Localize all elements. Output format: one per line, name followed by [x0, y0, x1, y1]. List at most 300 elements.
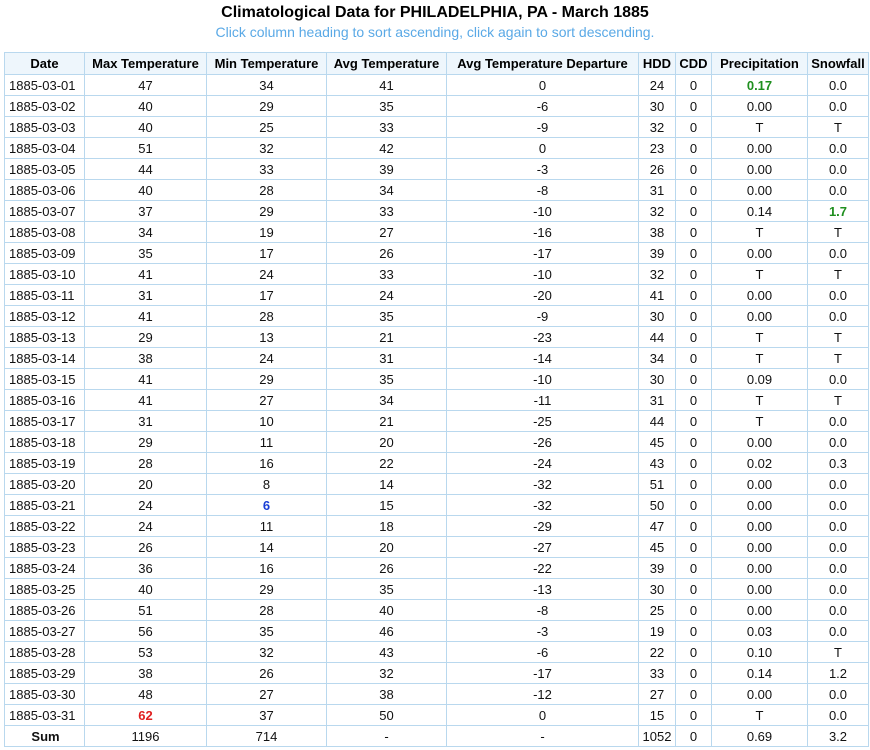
cdd-cell: 0 — [676, 159, 712, 180]
avg-temperature-departure-cell: 0 — [447, 705, 639, 726]
avg-temperature-departure-cell: -23 — [447, 327, 639, 348]
min-temperature-cell: 6 — [207, 495, 327, 516]
table-row — [5, 75, 869, 96]
avg-temperature-cell: 43 — [327, 642, 447, 663]
table-row — [5, 159, 869, 180]
avg-temperature-departure-cell: -11 — [447, 390, 639, 411]
header-row — [5, 53, 869, 75]
table-row — [5, 285, 869, 306]
cdd-cell: 0 — [676, 327, 712, 348]
max-temperature-cell: 31 — [85, 411, 207, 432]
min-temperature-cell: 32 — [207, 642, 327, 663]
cdd-cell: 0 — [676, 180, 712, 201]
snowfall-cell: 0.0 — [808, 579, 869, 600]
snowfall-cell: T — [808, 264, 869, 285]
table-row — [5, 432, 869, 453]
avg-temperature-departure-cell: -8 — [447, 180, 639, 201]
table-row — [5, 705, 869, 726]
max-temperature-cell: 36 — [85, 558, 207, 579]
avg-temperature-departure-cell: -10 — [447, 264, 639, 285]
cdd-cell: 0 — [676, 474, 712, 495]
cdd-cell: 0 — [676, 243, 712, 264]
avg-temperature-departure-cell: -20 — [447, 285, 639, 306]
snowfall-cell: 0.0 — [808, 96, 869, 117]
precipitation-cell: 0.00 — [712, 558, 808, 579]
cdd-cell: 0 — [676, 117, 712, 138]
date-cell: 1885-03-08 — [5, 222, 85, 243]
max-temperature-cell: 48 — [85, 684, 207, 705]
column-header-precipitation[interactable]: Precipitation — [712, 53, 808, 75]
snowfall-cell: 0.0 — [808, 285, 869, 306]
date-cell: 1885-03-03 — [5, 117, 85, 138]
date-cell: 1885-03-22 — [5, 516, 85, 537]
min-temperature-cell: 28 — [207, 180, 327, 201]
hdd-cell: 30 — [639, 579, 676, 600]
avg-temperature-departure-cell: -13 — [447, 579, 639, 600]
cdd-cell: 0 — [676, 201, 712, 222]
table-row — [5, 600, 869, 621]
min-temperature-cell: 35 — [207, 621, 327, 642]
date-cell: 1885-03-26 — [5, 600, 85, 621]
column-header-hdd[interactable]: HDD — [639, 53, 676, 75]
min-temperature-cell: 27 — [207, 390, 327, 411]
hdd-cell: 38 — [639, 222, 676, 243]
snowfall-cell: T — [808, 222, 869, 243]
hdd-cell: 30 — [639, 96, 676, 117]
precipitation-cell: 0.00 — [712, 537, 808, 558]
precipitation-cell: T — [712, 348, 808, 369]
max-temperature-cell: 31 — [85, 285, 207, 306]
table-row — [5, 537, 869, 558]
snowfall-cell: T — [808, 348, 869, 369]
avg-temperature-cell: 14 — [327, 474, 447, 495]
min-temperature-cell: 34 — [207, 75, 327, 96]
precipitation-cell: 0.00 — [712, 684, 808, 705]
table-row — [5, 474, 869, 495]
snowfall-cell: 0.0 — [808, 180, 869, 201]
sum-cdd: 0 — [676, 726, 712, 747]
avg-temperature-departure-cell: 0 — [447, 138, 639, 159]
hdd-cell: 32 — [639, 201, 676, 222]
min-temperature-cell: 24 — [207, 348, 327, 369]
cdd-cell: 0 — [676, 495, 712, 516]
sum-max-temperature: 1196 — [85, 726, 207, 747]
date-cell: 1885-03-25 — [5, 579, 85, 600]
date-cell: 1885-03-05 — [5, 159, 85, 180]
min-temperature-cell: 14 — [207, 537, 327, 558]
avg-temperature-cell: 20 — [327, 537, 447, 558]
table-row — [5, 180, 869, 201]
precipitation-cell: 0.02 — [712, 453, 808, 474]
avg-temperature-departure-cell: -3 — [447, 621, 639, 642]
cdd-cell: 0 — [676, 432, 712, 453]
table-row — [5, 96, 869, 117]
avg-temperature-cell: 33 — [327, 201, 447, 222]
date-cell: 1885-03-06 — [5, 180, 85, 201]
avg-temperature-cell: 35 — [327, 96, 447, 117]
precipitation-cell: 0.00 — [712, 495, 808, 516]
min-temperature-cell: 29 — [207, 201, 327, 222]
avg-temperature-cell: 32 — [327, 663, 447, 684]
date-cell: 1885-03-13 — [5, 327, 85, 348]
max-temperature-cell: 38 — [85, 348, 207, 369]
date-cell: 1885-03-01 — [5, 75, 85, 96]
avg-temperature-cell: 35 — [327, 369, 447, 390]
min-temperature-cell: 13 — [207, 327, 327, 348]
table-row — [5, 243, 869, 264]
date-cell: 1885-03-10 — [5, 264, 85, 285]
cdd-cell: 0 — [676, 348, 712, 369]
snowfall-cell: 0.3 — [808, 453, 869, 474]
table-row — [5, 516, 869, 537]
hdd-cell: 39 — [639, 243, 676, 264]
precipitation-cell: 0.03 — [712, 621, 808, 642]
avg-temperature-cell: 33 — [327, 117, 447, 138]
avg-temperature-cell: 22 — [327, 453, 447, 474]
avg-temperature-cell: 40 — [327, 600, 447, 621]
date-cell: 1885-03-20 — [5, 474, 85, 495]
avg-temperature-cell: 20 — [327, 432, 447, 453]
precipitation-cell: T — [712, 264, 808, 285]
precipitation-cell: 0.14 — [712, 201, 808, 222]
avg-temperature-cell: 42 — [327, 138, 447, 159]
avg-temperature-departure-cell: -27 — [447, 537, 639, 558]
avg-temperature-departure-cell: -32 — [447, 495, 639, 516]
hdd-cell: 32 — [639, 264, 676, 285]
hdd-cell: 44 — [639, 411, 676, 432]
table-row — [5, 558, 869, 579]
hdd-cell: 45 — [639, 537, 676, 558]
cdd-cell: 0 — [676, 264, 712, 285]
min-temperature-cell: 28 — [207, 600, 327, 621]
snowfall-cell: 0.0 — [808, 474, 869, 495]
max-temperature-cell: 51 — [85, 138, 207, 159]
max-temperature-cell: 29 — [85, 432, 207, 453]
avg-temperature-departure-cell: -10 — [447, 369, 639, 390]
min-temperature-cell: 19 — [207, 222, 327, 243]
min-temperature-cell: 27 — [207, 684, 327, 705]
min-temperature-cell: 29 — [207, 96, 327, 117]
table-row — [5, 327, 869, 348]
max-temperature-cell: 47 — [85, 75, 207, 96]
cdd-cell: 0 — [676, 453, 712, 474]
min-temperature-cell: 25 — [207, 117, 327, 138]
max-temperature-cell: 20 — [85, 474, 207, 495]
column-header-snowfall[interactable]: Snowfall — [808, 53, 869, 75]
avg-temperature-departure-cell: -26 — [447, 432, 639, 453]
hdd-cell: 34 — [639, 348, 676, 369]
max-temperature-cell: 41 — [85, 264, 207, 285]
table-row — [5, 579, 869, 600]
column-header-avg-temperature-departure[interactable]: Avg Temperature Departure — [447, 53, 639, 75]
avg-temperature-cell: 26 — [327, 243, 447, 264]
snowfall-cell: 0.0 — [808, 600, 869, 621]
avg-temperature-cell: 46 — [327, 621, 447, 642]
precipitation-cell: 0.00 — [712, 285, 808, 306]
avg-temperature-departure-cell: -12 — [447, 684, 639, 705]
date-cell: 1885-03-23 — [5, 537, 85, 558]
snowfall-cell: 0.0 — [808, 558, 869, 579]
avg-temperature-cell: 21 — [327, 327, 447, 348]
sort-instructions: Click column heading to sort ascending, click again to sort descending. — [215, 24, 655, 40]
snowfall-cell: 0.0 — [808, 306, 869, 327]
snowfall-cell: 1.2 — [808, 663, 869, 684]
avg-temperature-cell: 39 — [327, 159, 447, 180]
hdd-cell: 47 — [639, 516, 676, 537]
hdd-cell: 31 — [639, 390, 676, 411]
hdd-cell: 50 — [639, 495, 676, 516]
avg-temperature-departure-cell: -14 — [447, 348, 639, 369]
hdd-cell: 19 — [639, 621, 676, 642]
max-temperature-cell: 40 — [85, 96, 207, 117]
avg-temperature-departure-cell: 0 — [447, 75, 639, 96]
precipitation-cell: T — [712, 390, 808, 411]
min-temperature-cell: 10 — [207, 411, 327, 432]
avg-temperature-cell: 34 — [327, 390, 447, 411]
table-row — [5, 411, 869, 432]
avg-temperature-cell: 38 — [327, 684, 447, 705]
column-header-date[interactable]: Date — [5, 53, 85, 75]
precipitation-cell: 0.00 — [712, 432, 808, 453]
snowfall-cell: T — [808, 390, 869, 411]
hdd-cell: 25 — [639, 600, 676, 621]
column-header-cdd[interactable]: CDD — [676, 53, 712, 75]
min-temperature-cell: 29 — [207, 579, 327, 600]
avg-temperature-cell: 24 — [327, 285, 447, 306]
snowfall-cell: 0.0 — [808, 432, 869, 453]
hdd-cell: 23 — [639, 138, 676, 159]
snowfall-cell: 0.0 — [808, 159, 869, 180]
min-temperature-cell: 16 — [207, 558, 327, 579]
snowfall-cell: 0.0 — [808, 495, 869, 516]
cdd-cell: 0 — [676, 390, 712, 411]
cdd-cell: 0 — [676, 369, 712, 390]
snowfall-cell: 0.0 — [808, 75, 869, 96]
cdd-cell: 0 — [676, 96, 712, 117]
avg-temperature-departure-cell: -24 — [447, 453, 639, 474]
date-cell: 1885-03-29 — [5, 663, 85, 684]
hdd-cell: 51 — [639, 474, 676, 495]
min-temperature-cell: 33 — [207, 159, 327, 180]
avg-temperature-cell: 33 — [327, 264, 447, 285]
min-temperature-cell: 8 — [207, 474, 327, 495]
snowfall-cell: 0.0 — [808, 705, 869, 726]
cdd-cell: 0 — [676, 579, 712, 600]
table-row — [5, 138, 869, 159]
avg-temperature-cell: 34 — [327, 180, 447, 201]
sum-snowfall: 3.2 — [808, 726, 869, 747]
snowfall-cell: 0.0 — [808, 621, 869, 642]
avg-temperature-cell: 18 — [327, 516, 447, 537]
hdd-cell: 41 — [639, 285, 676, 306]
snowfall-cell: 0.0 — [808, 411, 869, 432]
max-temperature-cell: 28 — [85, 453, 207, 474]
table-row — [5, 369, 869, 390]
max-temperature-cell: 24 — [85, 516, 207, 537]
date-cell: 1885-03-14 — [5, 348, 85, 369]
hdd-cell: 26 — [639, 159, 676, 180]
page-title: Climatological Data for PHILADELPHIA, PA - March 1885 — [221, 4, 649, 21]
avg-temperature-cell: 27 — [327, 222, 447, 243]
max-temperature-cell: 26 — [85, 537, 207, 558]
date-cell: 1885-03-28 — [5, 642, 85, 663]
table-body — [5, 75, 869, 726]
max-temperature-cell: 40 — [85, 180, 207, 201]
avg-temperature-departure-cell: -6 — [447, 96, 639, 117]
table-row — [5, 663, 869, 684]
cdd-cell: 0 — [676, 138, 712, 159]
table-row — [5, 264, 869, 285]
precipitation-cell: 0.00 — [712, 579, 808, 600]
hdd-cell: 27 — [639, 684, 676, 705]
cdd-cell: 0 — [676, 663, 712, 684]
max-temperature-cell: 38 — [85, 663, 207, 684]
cdd-cell: 0 — [676, 558, 712, 579]
max-temperature-cell: 24 — [85, 495, 207, 516]
hdd-cell: 33 — [639, 663, 676, 684]
avg-temperature-departure-cell: -16 — [447, 222, 639, 243]
min-temperature-cell: 24 — [207, 264, 327, 285]
avg-temperature-departure-cell: -10 — [447, 201, 639, 222]
avg-temperature-cell: 50 — [327, 705, 447, 726]
precipitation-cell: T — [712, 327, 808, 348]
snowfall-cell: T — [808, 117, 869, 138]
avg-temperature-departure-cell: -32 — [447, 474, 639, 495]
min-temperature-cell: 29 — [207, 369, 327, 390]
avg-temperature-departure-cell: -6 — [447, 642, 639, 663]
table-row — [5, 453, 869, 474]
cdd-cell: 0 — [676, 600, 712, 621]
avg-temperature-cell: 21 — [327, 411, 447, 432]
cdd-cell: 0 — [676, 75, 712, 96]
avg-temperature-departure-cell: -25 — [447, 411, 639, 432]
avg-temperature-cell: 26 — [327, 558, 447, 579]
date-cell: 1885-03-21 — [5, 495, 85, 516]
avg-temperature-departure-cell: -22 — [447, 558, 639, 579]
hdd-cell: 15 — [639, 705, 676, 726]
precipitation-cell: 0.00 — [712, 96, 808, 117]
table-row — [5, 684, 869, 705]
avg-temperature-departure-cell: -17 — [447, 663, 639, 684]
hdd-cell: 24 — [639, 75, 676, 96]
precipitation-cell: T — [712, 222, 808, 243]
snowfall-cell: 0.0 — [808, 537, 869, 558]
avg-temperature-departure-cell: -29 — [447, 516, 639, 537]
column-header-max-temperature[interactable]: Max Temperature — [85, 53, 207, 75]
max-temperature-cell: 35 — [85, 243, 207, 264]
hdd-cell: 43 — [639, 453, 676, 474]
snowfall-cell: 0.0 — [808, 516, 869, 537]
max-temperature-cell: 56 — [85, 621, 207, 642]
min-temperature-cell: 17 — [207, 285, 327, 306]
precipitation-cell: 0.00 — [712, 159, 808, 180]
max-temperature-cell: 51 — [85, 600, 207, 621]
cdd-cell: 0 — [676, 642, 712, 663]
date-cell: 1885-03-04 — [5, 138, 85, 159]
date-cell: 1885-03-27 — [5, 621, 85, 642]
table-row — [5, 642, 869, 663]
sum-label: Sum — [5, 726, 85, 747]
max-temperature-cell: 44 — [85, 159, 207, 180]
sum-precipitation: 0.69 — [712, 726, 808, 747]
max-temperature-cell: 40 — [85, 117, 207, 138]
hdd-cell: 32 — [639, 117, 676, 138]
snowfall-cell: 0.0 — [808, 684, 869, 705]
cdd-cell: 0 — [676, 222, 712, 243]
precipitation-cell: T — [712, 411, 808, 432]
avg-temperature-cell: 41 — [327, 75, 447, 96]
cdd-cell: 0 — [676, 684, 712, 705]
hdd-cell: 39 — [639, 558, 676, 579]
date-cell: 1885-03-02 — [5, 96, 85, 117]
max-temperature-cell: 41 — [85, 369, 207, 390]
avg-temperature-cell: 31 — [327, 348, 447, 369]
date-cell: 1885-03-24 — [5, 558, 85, 579]
sum-hdd: 1052 — [639, 726, 676, 747]
min-temperature-cell: 11 — [207, 516, 327, 537]
date-cell: 1885-03-16 — [5, 390, 85, 411]
hdd-cell: 30 — [639, 369, 676, 390]
min-temperature-cell: 11 — [207, 432, 327, 453]
precipitation-cell: 0.17 — [712, 75, 808, 96]
sum-min-temperature: 714 — [207, 726, 327, 747]
min-temperature-cell: 28 — [207, 306, 327, 327]
precipitation-cell: 0.00 — [712, 138, 808, 159]
cdd-cell: 0 — [676, 516, 712, 537]
table-row — [5, 495, 869, 516]
min-temperature-cell: 32 — [207, 138, 327, 159]
precipitation-cell: 0.14 — [712, 663, 808, 684]
snowfall-cell: 0.0 — [808, 369, 869, 390]
table-row — [5, 201, 869, 222]
date-cell: 1885-03-07 — [5, 201, 85, 222]
avg-temperature-departure-cell: -8 — [447, 600, 639, 621]
precipitation-cell: 0.00 — [712, 243, 808, 264]
max-temperature-cell: 41 — [85, 306, 207, 327]
sum-row — [5, 726, 869, 747]
snowfall-cell: 1.7 — [808, 201, 869, 222]
date-cell: 1885-03-11 — [5, 285, 85, 306]
precipitation-cell: 0.00 — [712, 600, 808, 621]
column-header-avg-temperature[interactable]: Avg Temperature — [327, 53, 447, 75]
precipitation-cell: 0.00 — [712, 516, 808, 537]
table-row — [5, 348, 869, 369]
date-cell: 1885-03-18 — [5, 432, 85, 453]
column-header-min-temperature[interactable]: Min Temperature — [207, 53, 327, 75]
cdd-cell: 0 — [676, 621, 712, 642]
precipitation-cell: T — [712, 705, 808, 726]
hdd-cell: 44 — [639, 327, 676, 348]
max-temperature-cell: 53 — [85, 642, 207, 663]
snowfall-cell: 0.0 — [808, 138, 869, 159]
hdd-cell: 31 — [639, 180, 676, 201]
avg-temperature-departure-cell: -9 — [447, 117, 639, 138]
avg-temperature-cell: 15 — [327, 495, 447, 516]
max-temperature-cell: 62 — [85, 705, 207, 726]
date-cell: 1885-03-30 — [5, 684, 85, 705]
precipitation-cell: 0.10 — [712, 642, 808, 663]
snowfall-cell: T — [808, 642, 869, 663]
avg-temperature-departure-cell: -17 — [447, 243, 639, 264]
date-cell: 1885-03-12 — [5, 306, 85, 327]
max-temperature-cell: 40 — [85, 579, 207, 600]
climate-data-table — [4, 52, 869, 747]
avg-temperature-cell: 35 — [327, 579, 447, 600]
precipitation-cell: 0.00 — [712, 474, 808, 495]
snowfall-cell: T — [808, 327, 869, 348]
date-cell: 1885-03-31 — [5, 705, 85, 726]
max-temperature-cell: 34 — [85, 222, 207, 243]
